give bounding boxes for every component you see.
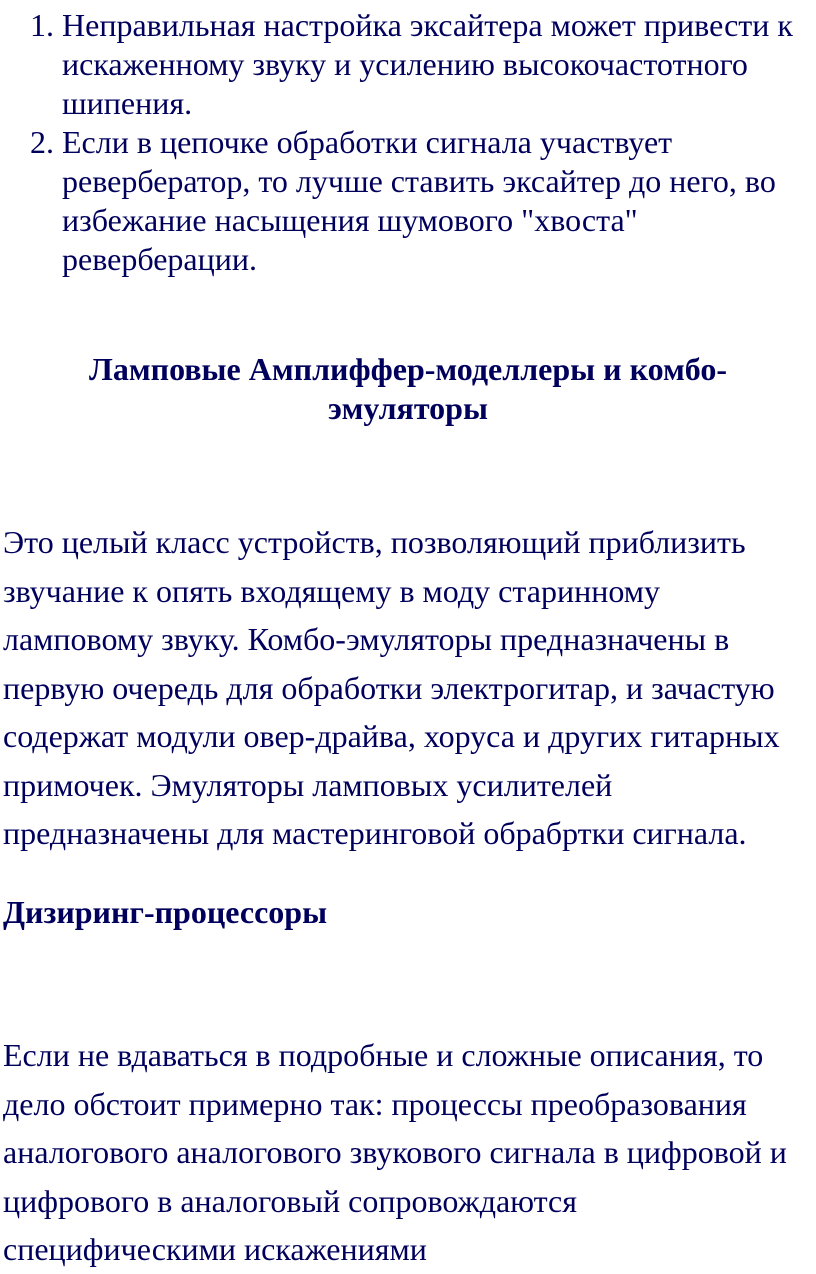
numbered-list: [0, 6, 816, 279]
list-item-number: 2.: [30, 124, 54, 160]
list-item: [0, 6, 816, 123]
list-item-text: Если в цепочке обработки сигнала участвует ревербератор, то лучше ставить эксайтер до него, во избежание насыщения шумового "хвоста" реверберации.: [62, 124, 776, 277]
list-item-text: Неправильная настройка эксайтера может привести к искаженному звуку и усилению высокочастотного шипения.: [62, 7, 793, 121]
list-item: [0, 123, 816, 279]
section-heading-dithering-processors: Дизиринг-процессоры: [3, 894, 328, 930]
paragraph-dithering-processors: Если не вдаваться в подробные и сложные описания, то дело обстоит примерно так: процессы преобразования аналогового аналогового звукового сигнала в цифровой и цифрового в аналоговый сопровождаются специфическими искажениями: [3, 1037, 787, 1267]
list-item-number: 1.: [30, 7, 54, 43]
paragraph-tube-amp-modelers: Это целый класс устройств, позволяющий приблизить звучание к опять входящему в моду старинному ламповому звуку. Комбо-эмуляторы предназначены в первую очередь для обработки электрогитар, и зачастую содержат модули овер-драйва, хоруса и других гитарных примочек. Эмуляторы ламповых усилителей предназначены для мастеринговой обрабртки сигнала.: [3, 524, 780, 851]
section-heading-tube-amp-modelers: Ламповые Амплиффер-моделлеры и комбо-эмуляторы: [88, 351, 728, 426]
